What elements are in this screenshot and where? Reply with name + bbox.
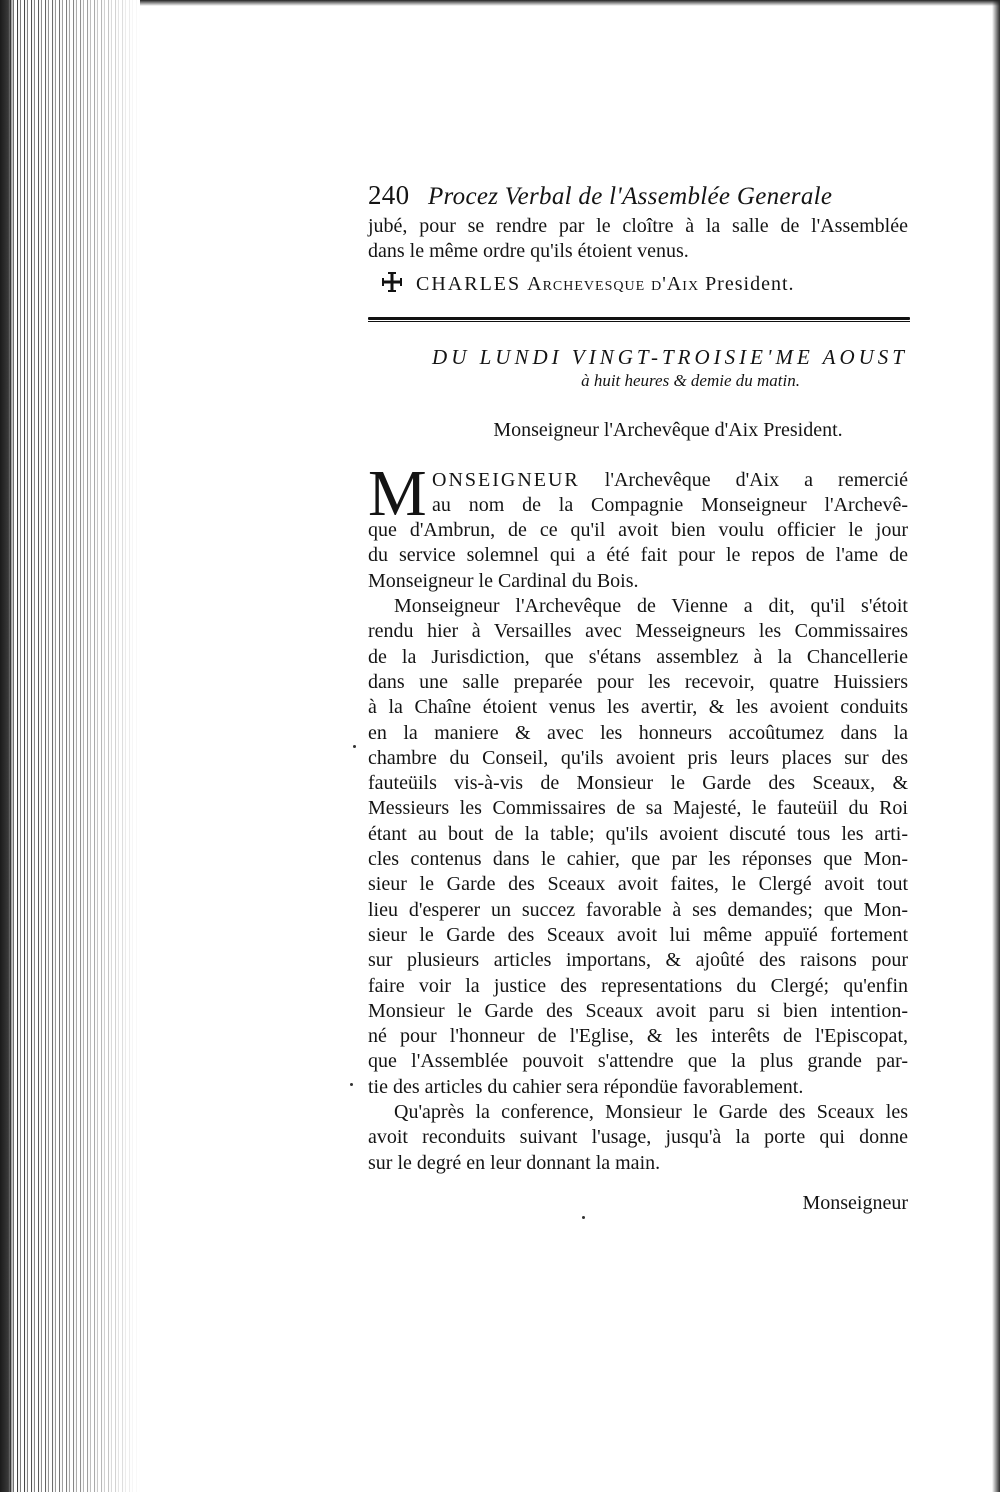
text-line: Monseigneur l'Archevêque de Vienne a dit, qu'il s'étoit [394, 595, 908, 618]
text-line: avoit reconduits suivant l'usage, jusqu'à la porte qui donne [368, 1126, 908, 1149]
signatory-title: Archevesque d'Aix [527, 272, 700, 295]
text-line: faire voir la justice des representations du Clergé; qu'enfin [368, 974, 908, 997]
paragraph-2 [368, 594, 908, 1100]
catchword: Monseigneur [802, 1191, 908, 1214]
text-line: à la Chaîne étoient venus les avertir, & les avoient conduits [368, 696, 908, 719]
section-rule-thin [368, 321, 910, 322]
session-heading: DU LUNDI VINGT-TROISIE'ME AOUST [432, 344, 908, 369]
page-number: 240 [368, 180, 410, 210]
text-line: Monsieur le Garde des Sceaux avoit paru si bien intention- [368, 999, 908, 1022]
text-line: Qu'après la conference, Monsieur le Garde des Sceaux les [394, 1101, 908, 1124]
text-line: chambre du Conseil, qu'ils avoient pris leurs places sur des [368, 746, 908, 769]
text-line: dans le même ordre qu'ils étoient venus. [368, 240, 689, 263]
ink-speck [350, 1083, 353, 1086]
page-right-shadow [992, 0, 1000, 1492]
signatory-name: CHARLES [416, 272, 522, 295]
text-line: rendu hier à Versailles avec Messeigneurs les Commissaires [368, 620, 908, 643]
text-line: sieur le Garde des Sceaux avoit faites, le Clergé avoit tout [368, 873, 908, 896]
text-line: fauteüils vis-à-vis de Monsieur le Garde des Sceaux, & [368, 772, 908, 795]
signatory-role: President. [705, 272, 795, 295]
text-line: Messieurs les Commissaires de sa Majesté, le fauteüil du Roi [368, 797, 908, 820]
opening-lines [368, 214, 908, 265]
paragraph-1 [368, 456, 909, 594]
section-rule [368, 317, 910, 320]
text-line-rest: l'Archevêque d'Aix a remercié [604, 468, 909, 491]
text-line: né pour l'honneur de l'Eglise, & les interêts de l'Episcopat, [368, 1025, 908, 1048]
text-line: Monseigneur le Cardinal du Bois. [368, 569, 639, 592]
book-page-edge [0, 0, 140, 1492]
running-title: Procez Verbal de l'Assemblée Generale [427, 183, 833, 210]
text-line: cles contenus dans le cahier, que par les réponses que Mon- [368, 848, 908, 871]
text-line: que d'Ambrun, de ce qu'il avoit bien voulu officier le jour [368, 519, 908, 542]
text-line: du service solemnel qui a été fait pour le repos de l'ame de [368, 544, 908, 567]
text-line: en la maniere & avec les honneurs accoûtumez dans la [368, 721, 908, 744]
text-line: tie des articles du cahier sera répondüe favorablement. [368, 1075, 804, 1098]
page-text-block [368, 178, 908, 1216]
page-top-shadow [140, 0, 1000, 6]
session-time: à huit heures & demie du matin. [581, 370, 800, 390]
text-line: de la Jurisdiction, que s'étans assemblez à la Chancellerie [368, 645, 908, 668]
text-line: au nom de la Compagnie Monseigneur l'Archevê- [432, 493, 908, 516]
text-line: étant au bout de la table; qu'ils avoient discuté tous les arti- [368, 822, 908, 845]
ink-speck [353, 745, 356, 748]
ink-speck [582, 1216, 585, 1219]
text-line: sur plusieurs articles importans, & ajoûté des raisons pour [368, 949, 908, 972]
drop-cap: M [368, 456, 427, 530]
signature-line [368, 269, 908, 299]
text-line: sur le degré en leur donnant la main. [368, 1151, 661, 1174]
text-line [368, 468, 908, 493]
presiding-officer-line: Monseigneur l'Archevêque d'Aix President. [493, 418, 843, 441]
text-line: que l'Assemblée pouvoit s'attendre que la plus grande par- [368, 1050, 908, 1073]
book-spine-shadow [0, 0, 14, 1492]
episcopal-cross-icon [380, 271, 404, 293]
running-head [368, 178, 908, 214]
lead-caps: ONSEIGNEUR [432, 468, 580, 491]
text-line: lieu d'esperer un succez favorable à ses demandes; que Mon- [368, 898, 908, 921]
paragraph-3 [368, 1100, 908, 1176]
text-line: jubé, pour se rendre par le cloître à la salle de l'Assemblée [368, 215, 908, 237]
text-line: sieur le Garde des Sceaux avoit lui même appuïé fortement [368, 923, 908, 946]
text-line: dans une salle preparée pour les recevoir, quatre Huissiers [368, 670, 908, 693]
